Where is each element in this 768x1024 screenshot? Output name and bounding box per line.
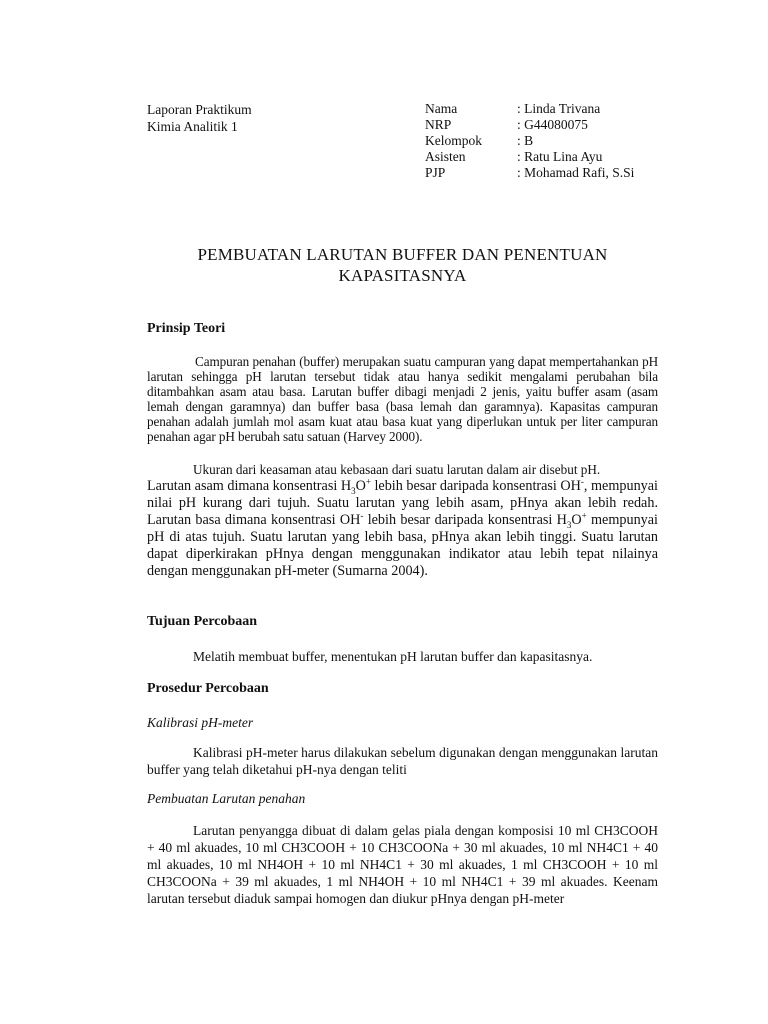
info-value: : G44080075 bbox=[517, 117, 588, 132]
document-title bbox=[147, 244, 658, 286]
info-value: : B bbox=[517, 133, 534, 148]
subheading-pembuatan-larutan: Pembuatan Larutan penahan bbox=[147, 791, 306, 806]
info-row-asisten bbox=[425, 149, 634, 165]
title-line-2: KAPASITASNYA bbox=[338, 266, 467, 285]
info-row-kelompok bbox=[425, 133, 634, 149]
info-value: : Ratu Lina Ayu bbox=[517, 149, 603, 164]
text-run: Larutan asam dimana konsentrasi H bbox=[147, 478, 352, 494]
subheading-kalibrasi: Kalibrasi pH-meter bbox=[147, 715, 254, 730]
info-row-nrp bbox=[425, 117, 634, 133]
superscript: + bbox=[581, 510, 587, 521]
paragraph-prinsip-1: Campuran penahan (buffer) merupakan suatu campuran yang dapat mempertahankan pH larutan sehingga pH larutan tersebut tidak atau hanya sedikit mengalami perubahan bila ditambahkan asam atau basa. Larutan buffer dibagi menjadi 2 jenis, yaitu buffer asam (asam lemah dengan garamnya) dan buffer basa (basa lemah dan garamnya). Kapasitas campuran penahan adalah jumlah mol asam kuat atau basa kuat yang diperlukan untuk per liter campuran penahan agar pH berubah satu satuan (Harvey 2000). bbox=[147, 354, 658, 445]
info-label: Asisten bbox=[425, 149, 466, 164]
heading-prosedur-percobaan: Prosedur Percobaan bbox=[147, 681, 269, 696]
text-run: lebih besar daripada konsentrasi H bbox=[363, 512, 567, 529]
info-value: : Linda Trivana bbox=[517, 101, 601, 116]
heading-tujuan-percobaan: Tujuan Percobaan bbox=[147, 614, 258, 629]
paragraph-pembuatan-larutan: Larutan penyangga dibuat di dalam gelas piala dengan komposisi 10 ml CH3COOH + 40 ml akuades, 10 ml CH3COOH + 10 CH3COONa + 30 ml akuades, 10 ml NH4C1 + 40 ml akuades, 10 ml NH4OH + 10 ml NH4C1 + 30 ml akuades, 1 ml CH3COOH + 10 ml CH3COONa + 39 ml akuades, 1 ml NH4OH + 10 ml NH4C1 + 39 ml akuades. Keenam larutan tersebut diaduk sampai homogen dan diukur pHnya dengan pH-meter bbox=[147, 823, 658, 906]
info-value: : Mohamad Rafi, S.Si bbox=[517, 165, 635, 180]
info-label: NRP bbox=[425, 117, 452, 132]
text-run: mempunyai pH di atas tujuh. Suatu larutan yang lebih basa, pHnya akan lebih tinggi. Suatu larutan dapat diperkirakan pHnya dengan menggunakan indikator atau lebih tepat nilainya dengan menggunakan pH-meter (Sumarna 2004). bbox=[147, 512, 658, 580]
info-label: Nama bbox=[425, 101, 458, 116]
info-row-pjp bbox=[425, 165, 634, 181]
paragraph-kalibrasi: Kalibrasi pH-meter harus dilakukan sebelum digunakan dengan menggunakan larutan buffer yang telah diketahui pH-nya dengan teliti bbox=[147, 745, 658, 777]
superscript: + bbox=[365, 476, 371, 487]
text-run: lebih besar daripada konsentrasi OH bbox=[370, 478, 581, 494]
text-run: , mempunyai nilai pH kurang dari tujuh. Suatu larutan yang lebih asam, pHnya akan lebih redah. Larutan basa dimana konsentrasi OH bbox=[147, 478, 658, 529]
heading-prinsip-teori: Prinsip Teori bbox=[147, 321, 226, 336]
text-run: O bbox=[571, 512, 582, 529]
student-info bbox=[425, 101, 634, 181]
info-label: PJP bbox=[425, 165, 446, 180]
text-run: O bbox=[355, 478, 366, 494]
title-line-1: PEMBUATAN LARUTAN BUFFER DAN PENENTUAN bbox=[197, 245, 608, 264]
info-row-nama bbox=[425, 101, 634, 117]
paragraph-prinsip-2-line1: Ukuran dari keasaman atau kebasaan dari suatu larutan dalam air disebut pH. bbox=[193, 462, 601, 477]
superscript: - bbox=[360, 510, 364, 521]
paragraph-tujuan: Melatih membuat buffer, menentukan pH larutan buffer dan kapasitasnya. bbox=[193, 649, 593, 664]
superscript: - bbox=[580, 476, 584, 487]
course-line-1: Laporan Praktikum bbox=[147, 102, 252, 117]
subscript: 3 bbox=[351, 485, 356, 496]
info-label: Kelompok bbox=[425, 133, 482, 148]
subscript: 3 bbox=[566, 520, 572, 531]
course-line-2: Kimia Analitik 1 bbox=[147, 119, 238, 134]
course-info bbox=[147, 101, 252, 135]
paragraph-prinsip-2 bbox=[147, 478, 658, 581]
